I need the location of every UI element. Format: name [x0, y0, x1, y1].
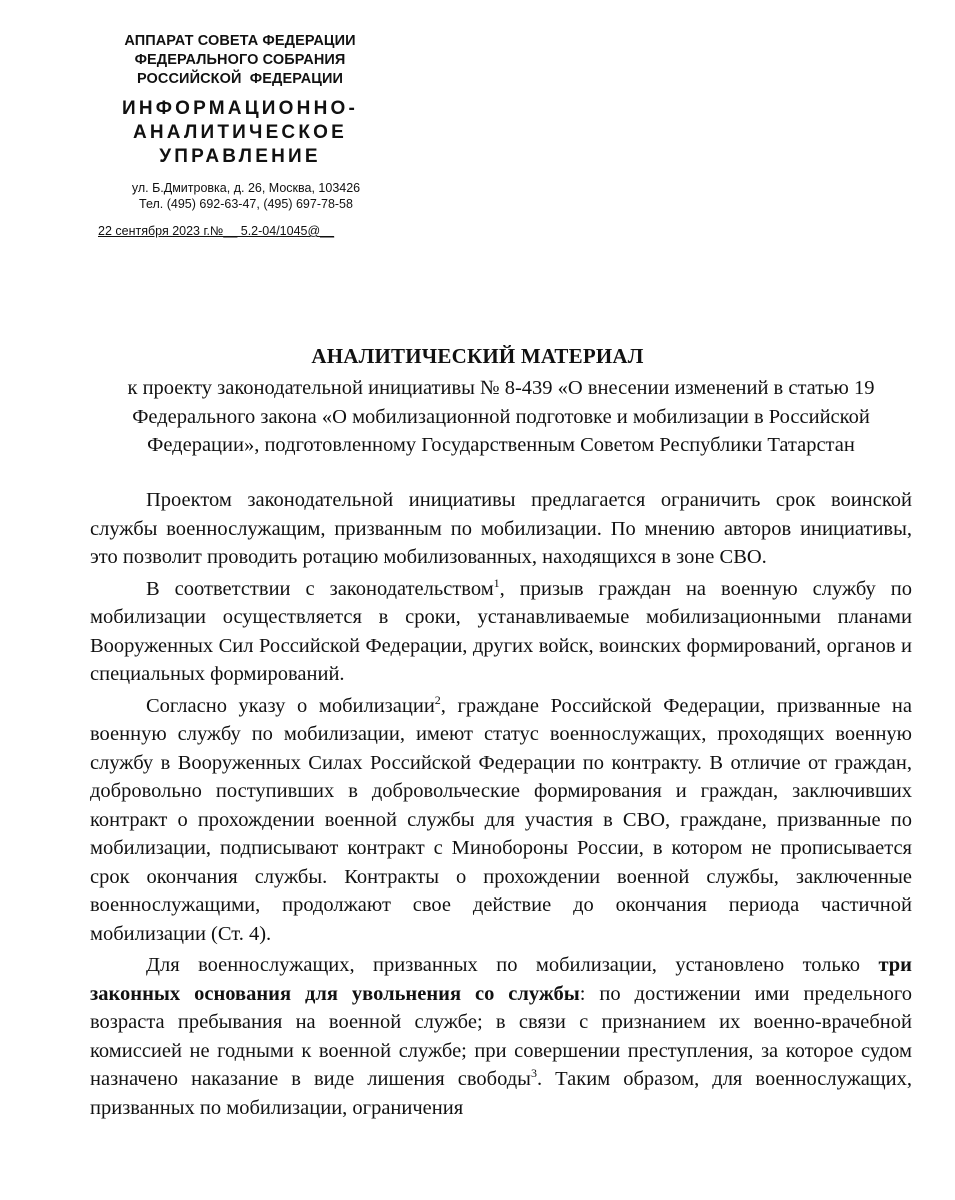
paragraph-4-bold-text: три законных основания для увольнения со службы: [90, 954, 912, 1005]
paragraph-2-text-a: В соответствии с законодательством: [146, 577, 494, 600]
department-name: [90, 97, 390, 169]
dept-line-3: УПРАВЛЕНИЕ: [159, 146, 321, 167]
paragraph-4-text-a: Для военнослужащих, призванных по мобилизации, установлено только: [146, 954, 879, 976]
paragraph-2: [90, 575, 912, 689]
document-subtitle: к проекту законодательной инициативы № 8-439 «О внесении изменений в статью 19 Федерального закона «О мобилизационной подготовке и мобилизации в Российской Федерации», подготовленному Государственным Советом Республики Татарстан: [127, 377, 875, 456]
dept-line-2: АНАЛИТИЧЕСКОЕ: [132, 122, 348, 143]
org-line-2: ФЕДЕРАЛЬНОГО СОБРАНИЯ: [134, 52, 346, 68]
letterhead: [90, 32, 390, 212]
footnote-ref-1: 1: [493, 575, 500, 590]
phone: Тел. (495) 692-63-47, (495) 697-78-58: [139, 197, 353, 211]
paragraph-1-text: Проектом законодательной инициативы предлагается ограничить срок воинской службы военнослужащим, призванным по мобилизации. По мнению авторов инициативы, это позволит проводить ротацию мобилизованных, находящихся в зоне СВО.: [90, 489, 912, 568]
contacts: [90, 180, 390, 212]
paragraph-4-text-b: : по достижении ими предельного возраста пребывания на военной службе; в связи с признанием их военно-врачебной комиссией не годными к военной службе; при совершении преступления, за которое судом назначено наказание в виде лишения свободы: [90, 982, 912, 1090]
paragraph-3-text-a: Согласно указу о мобилизации: [146, 694, 435, 717]
organization-name: [90, 32, 390, 89]
org-line-1: АППАРАТ СОВЕТА ФЕДЕРАЦИИ: [124, 33, 356, 49]
document-title: АНАЛИТИЧЕСКИЙ МАТЕРИАЛ: [311, 344, 644, 368]
paragraph-1: [90, 486, 912, 572]
paragraph-4-text-c: . Таким образом, для военнослужащих, призванных по мобилизации, ограничения: [90, 1068, 912, 1119]
footnote-ref-2: 2: [434, 692, 441, 707]
registration-line: 22 сентября 2023 г.№__ 5.2-04/1045@__: [98, 224, 335, 238]
paragraph-2-text-b: , призыв граждан на военную службу по мобилизации осуществляется в сроки, устанавливаемые мобилизационными планами Вооруженных Сил Российской Федерации, других войск, воинских формирований, органов и специальных формирований.: [90, 577, 912, 685]
paragraph-3-text-b: , граждане Российской Федерации, призванные на военную службу по мобилизации, имеют статус военнослужащих, проходящих военную службу в Вооруженных Силах Российской Федерации по контракту. В отличие от граждан, добровольно поступивших в добровольческие формирования и граждан, заключивших контракт о прохождении военной службы для участия в СВО, граждане, призванные по мобилизации, подписывают контракт с Минобороны России, в котором не прописывается срок окончания службы. Контракты о прохождении военной службы, заключенные военнослужащими, продолжают свое действие до окончания периода частичной мобилизации (Ст. 4).: [90, 694, 913, 945]
footnote-ref-3: 3: [530, 1066, 537, 1081]
org-line-3: РОССИЙСКОЙ ФЕДЕРАЦИИ: [136, 71, 344, 87]
address: ул. Б.Дмитровка, д. 26, Москва, 103426: [131, 181, 361, 195]
document-body: [90, 486, 912, 1122]
paragraph-3: [90, 692, 912, 949]
dept-line-1: ИНФОРМАЦИОННО-: [121, 98, 358, 119]
paragraph-4: [90, 951, 912, 1122]
